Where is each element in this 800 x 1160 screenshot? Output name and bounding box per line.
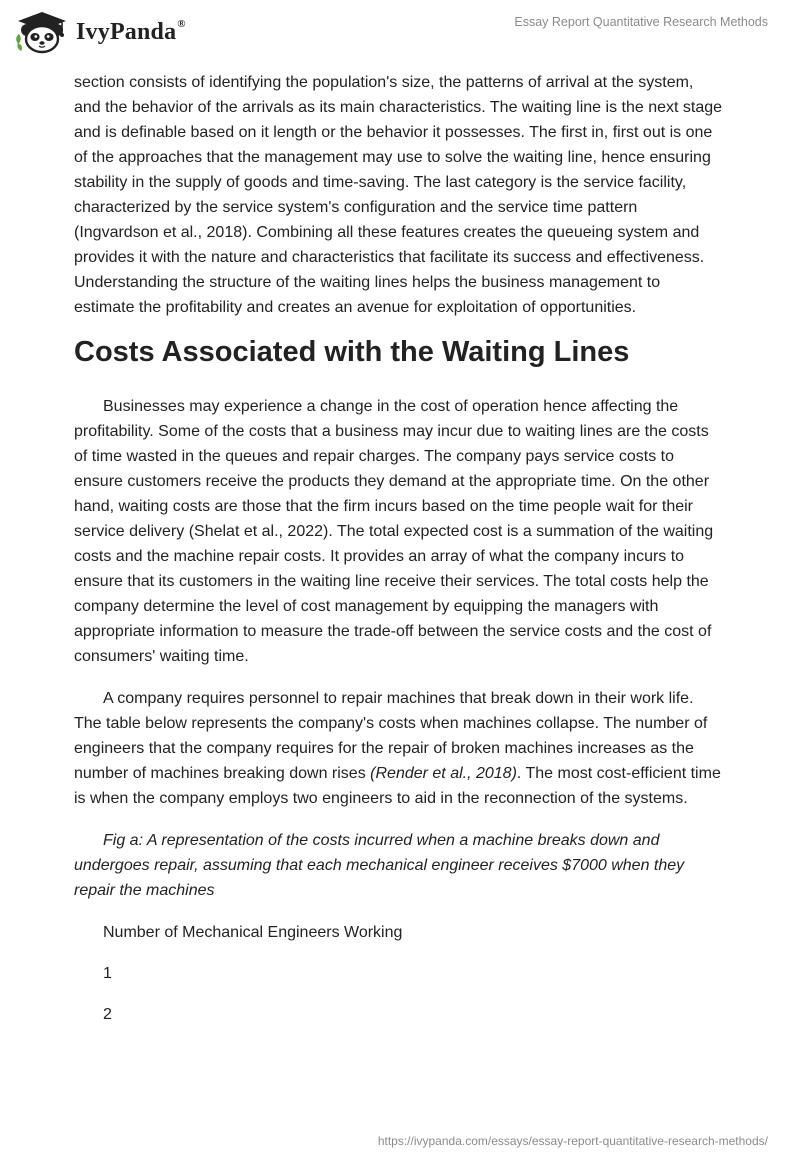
cost-table [74, 920, 724, 1027]
source-url[interactable]: https://ivypanda.com/essays/essay-report-quantitative-research-methods/ [377, 1134, 768, 1148]
figure-caption: Fig a: A representation of the costs incurred when a machine breaks down and undergoes repair, assuming that each mechanical engineer receives $7000 when they repair the machines [74, 832, 685, 899]
table-header-cell: Number of Mechanical Engineers Working [103, 924, 403, 941]
paragraph-costs: Businesses may experience a change in the cost of operation hence affecting the profitability. Some of the costs that a business may incur due to waiting lines are the costs of time wasted in the queues and repair charges. The company pays service costs to ensure customers receive the products they demand at the appropriate time. On the other hand, waiting costs are those that the firm incurs based on the time people wait for their service delivery (Shelat et al., 2022). The total expected cost is a summation of the waiting costs and the machine repair costs. It provides an array of what the company incurs to ensure that its customers in the waiting line receive their services. The total costs help the company determine the level of cost management by equipping the managers with appropriate information to measure the trade-off between the service costs and the cost of consumers' waiting time. [74, 398, 714, 665]
paragraph-engineers [74, 686, 724, 811]
citation-render: (Render et al., 2018) [370, 765, 517, 782]
panda-graduate-icon [14, 10, 70, 54]
ivypanda-logo[interactable] [14, 10, 186, 54]
logo-text: IvyPanda® [76, 18, 186, 45]
section-heading-costs: Costs Associated with the Waiting Lines [74, 336, 630, 368]
page-header [0, 0, 800, 60]
table-cell: 2 [103, 1006, 112, 1023]
paragraph-queue-structure: section consists of identifying the population's size, the patterns of arrival at the system, and the behavior of the arrivals as its main characteristics. The waiting line is the next stage and is definable based on it length or the behavior it possesses. The first in, first out is one of the approaches that the management may use to solve the waiting line, hence ensuring stability in the supply of goods and time-saving. The last category is the service facility, characterized by the service system's configuration and the service time pattern (Ingvardson et al., 2018). Combining all these features creates the queueing system and provides it with the nature and characteristics that facilitate its success and effectiveness. Understanding the structure of the waiting lines helps the business management to estimate the profitability and creates an avenue for exploitation of opportunities. [74, 74, 723, 316]
document-title: Essay Report Quantitative Research Methods [514, 15, 768, 29]
paragraph-engineers-text: A company requires personnel to repair machines that break down in their work life. The table below represents the company's costs when machines collapse. The number of engineers that the company requires for the repair of broken machines increases as the number of machines breaking down rises [74, 690, 708, 782]
essay-content [74, 70, 724, 1043]
table-cell: 1 [103, 965, 112, 982]
paragraph-engineers-text-end: . The most cost-efficient time is when the company employs two engineers to aid in the reconnection of the systems. [74, 765, 721, 807]
